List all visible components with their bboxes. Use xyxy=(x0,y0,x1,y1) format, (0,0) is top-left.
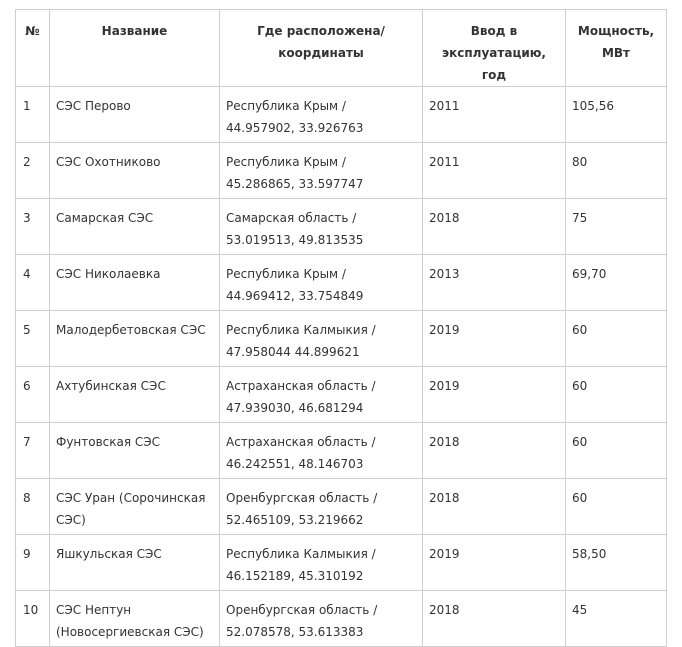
table-row xyxy=(16,87,667,143)
table-row xyxy=(16,255,667,311)
cell-name: Фунтовская СЭС xyxy=(50,423,220,479)
cell-name: СЭС Перово xyxy=(50,87,220,143)
cell-location: Республика Крым / 44.957902, 33.926763 xyxy=(220,87,423,143)
cell-year: 2013 xyxy=(423,255,566,311)
cell-location: Оренбургская область / 52.465109, 53.219662 xyxy=(220,479,423,535)
cell-year: 2019 xyxy=(423,535,566,591)
cell-location: Самарская область / 53.019513, 49.813535 xyxy=(220,199,423,255)
cell-number: 4 xyxy=(16,255,50,311)
cell-capacity: 45 xyxy=(566,591,667,647)
header-name: Название xyxy=(50,10,220,87)
cell-location: Республика Крым / 44.969412, 33.754849 xyxy=(220,255,423,311)
cell-number: 2 xyxy=(16,143,50,199)
table-row xyxy=(16,535,667,591)
table-row xyxy=(16,479,667,535)
cell-capacity: 75 xyxy=(566,199,667,255)
table-row xyxy=(16,143,667,199)
cell-number: 9 xyxy=(16,535,50,591)
header-location: Где расположена/ координаты xyxy=(220,10,423,87)
cell-capacity: 105,56 xyxy=(566,87,667,143)
cell-number: 5 xyxy=(16,311,50,367)
cell-location: Республика Калмыкия / 46.152189, 45.310192 xyxy=(220,535,423,591)
cell-location: Оренбургская область / 52.078578, 53.613383 xyxy=(220,591,423,647)
table-header-row xyxy=(16,10,667,87)
cell-year: 2019 xyxy=(423,311,566,367)
cell-capacity: 60 xyxy=(566,311,667,367)
cell-year: 2019 xyxy=(423,367,566,423)
cell-capacity: 60 xyxy=(566,423,667,479)
cell-name: СЭС Уран (Сорочинская СЭС) xyxy=(50,479,220,535)
cell-location: Республика Крым / 45.286865, 33.597747 xyxy=(220,143,423,199)
cell-capacity: 60 xyxy=(566,479,667,535)
cell-year: 2018 xyxy=(423,479,566,535)
cell-name: Малодербетовская СЭС xyxy=(50,311,220,367)
cell-number: 7 xyxy=(16,423,50,479)
cell-name: Ахтубинская СЭС xyxy=(50,367,220,423)
cell-location: Республика Калмыкия / 47.958044 44.899621 xyxy=(220,311,423,367)
solar-plants-table xyxy=(15,9,667,647)
cell-capacity: 60 xyxy=(566,367,667,423)
cell-capacity: 69,70 xyxy=(566,255,667,311)
header-number: № xyxy=(16,10,50,87)
cell-name: СЭС Николаевка xyxy=(50,255,220,311)
table-row xyxy=(16,311,667,367)
cell-location: Астраханская область / 46.242551, 48.146703 xyxy=(220,423,423,479)
table-row xyxy=(16,591,667,647)
cell-name: Яшкульская СЭС xyxy=(50,535,220,591)
cell-name: СЭС Нептун (Новосергиевская СЭС) xyxy=(50,591,220,647)
cell-year: 2018 xyxy=(423,423,566,479)
cell-name: СЭС Охотниково xyxy=(50,143,220,199)
cell-year: 2018 xyxy=(423,591,566,647)
cell-number: 8 xyxy=(16,479,50,535)
cell-capacity: 80 xyxy=(566,143,667,199)
header-capacity: Мощность, МВт xyxy=(566,10,667,87)
cell-year: 2018 xyxy=(423,199,566,255)
cell-capacity: 58,50 xyxy=(566,535,667,591)
cell-number: 3 xyxy=(16,199,50,255)
header-commission-year: Ввод в эксплуатацию, год xyxy=(423,10,566,87)
cell-number: 1 xyxy=(16,87,50,143)
cell-year: 2011 xyxy=(423,143,566,199)
cell-location: Астраханская область / 47.939030, 46.681294 xyxy=(220,367,423,423)
table-row xyxy=(16,423,667,479)
cell-number: 10 xyxy=(16,591,50,647)
table-row xyxy=(16,199,667,255)
cell-name: Самарская СЭС xyxy=(50,199,220,255)
table-row xyxy=(16,367,667,423)
cell-year: 2011 xyxy=(423,87,566,143)
cell-number: 6 xyxy=(16,367,50,423)
